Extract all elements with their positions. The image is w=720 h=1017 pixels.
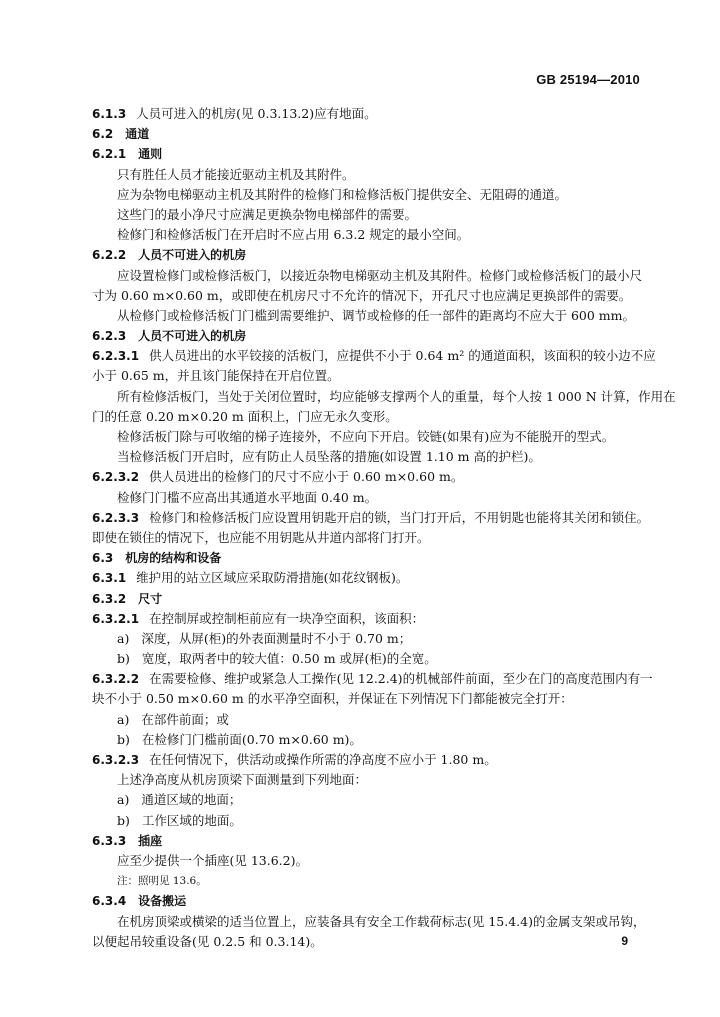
paragraph-line: 当检修活板门开启时，应有防止人员坠落的措施(如设置 1.10 m 高的护栏)。 bbox=[117, 449, 541, 465]
section-heading: 6.2.1 通则 bbox=[92, 147, 163, 162]
paragraph-line bbox=[92, 730, 632, 750]
paragraph-line bbox=[92, 568, 632, 588]
clause-text: 在部件前面；或 bbox=[141, 711, 229, 727]
paragraph-line bbox=[92, 508, 650, 528]
paragraph-line: 应设置检修门或检修活板门，以接近杂物电梯驱动主机及其附件。检修门或检修活板门的最小尺 bbox=[117, 267, 643, 283]
paragraph-line: 检修门和检修活板门在开启时不应占用 6.3.2 规定的最小空间。 bbox=[117, 227, 470, 243]
clause-text: 供人员进出的水平铰接的活板门，应提供不小于 0.64 m² 的通道面积，该面积的较小边不应 bbox=[149, 348, 656, 364]
paragraph-line bbox=[92, 790, 632, 810]
clause-number: 6.3.2.3 bbox=[92, 753, 140, 767]
clause-number: 6.3.2.2 bbox=[92, 672, 140, 687]
paragraph-line: 以便起吊较重设备(见 0.2.5 和 0.3.14)。 bbox=[92, 933, 323, 949]
paragraph-line bbox=[92, 629, 632, 649]
clause-text: 维护用的站立区域应采取防滑措施(如花纹钢板)。 bbox=[136, 570, 409, 586]
paragraph-line: 从检修门或检修活板门门槛到需要维护、调节或检修的任一部件的距离均不应大于 600 mm。 bbox=[117, 307, 636, 323]
list-marker: b) bbox=[117, 812, 130, 828]
clause-text: 在检修门门槛前面(0.70 m×0.60 m)。 bbox=[141, 731, 362, 747]
clause-text: 检修门和检修活板门应设置用钥匙开启的锁，当门打开后，不用钥匙也能将其关闭和锁住。 bbox=[149, 509, 650, 525]
paragraph-line bbox=[92, 811, 632, 831]
paragraph-line: 所有检修活板门，当处于关闭位置时，均应能够支撑两个人的重量，每个人按 1 000 N 计算，作用在 bbox=[117, 388, 676, 404]
paragraph-line: 应至少提供一个插座(见 13.6.2)。 bbox=[117, 852, 308, 868]
paragraph-line bbox=[92, 609, 632, 629]
paragraph-line: 即使在锁住的情况下，也应能不用钥匙从井道内部将门打开。 bbox=[92, 529, 430, 545]
paragraph-line bbox=[92, 346, 656, 366]
paragraph-line bbox=[92, 669, 653, 689]
document-body bbox=[92, 104, 676, 952]
paragraph-line bbox=[92, 750, 632, 770]
clause-text: 通道区域的地面； bbox=[141, 792, 242, 808]
note-line: 注：照明见 13.6。 bbox=[117, 875, 207, 888]
section-heading: 6.3.2 尺寸 bbox=[92, 591, 163, 606]
paragraph-line: 应为杂物电梯驱动主机及其附件的检修门和检修活板门提供安全、无阻碍的通道。 bbox=[117, 186, 568, 202]
paragraph-line: 小于 0.65 m，并且该门能保持在开启位置。 bbox=[92, 368, 340, 384]
page-number: 9 bbox=[621, 934, 628, 948]
clause-text: 工作区域的地面。 bbox=[141, 812, 242, 828]
paragraph-line: 在机房顶梁或横梁的适当位置上，应装备具有安全工作载荷标志(见 15.4.4)的金属支架或吊钩， bbox=[117, 913, 646, 929]
list-marker: a) bbox=[117, 630, 130, 646]
clause-text: 宽度，取两者中的较大值：0.50 m 或屏(柜)的全宽。 bbox=[141, 651, 437, 667]
clause-text: 人员可进入的机房(见 0.3.13.2)应有地面。 bbox=[136, 106, 377, 121]
paragraph-line bbox=[92, 649, 632, 669]
clause-text: 在需要检修、维护或紧急人工操作(见 12.2.4)的机械部件前面，至少在门的高度范围内有一 bbox=[149, 671, 653, 687]
paragraph-line bbox=[92, 467, 632, 487]
paragraph-line: 块不小于 0.50 m×0.60 m 的水平净空面积，并保证在下列情况下门都能被完全打开： bbox=[92, 691, 573, 707]
clause-text: 在控制屏或控制柜前应有一块净空面积，该面积： bbox=[149, 610, 425, 626]
section-heading: 6.2 通道 bbox=[92, 127, 150, 142]
clause-text: 深度，从屏(柜)的外表面测量时不小于 0.70 m； bbox=[141, 630, 412, 646]
clause-number: 6.2.3.3 bbox=[92, 510, 140, 525]
list-marker: a) bbox=[117, 792, 130, 808]
clause-text: 供人员进出的检修门的尺寸不应小于 0.60 m×0.60 m。 bbox=[149, 469, 464, 485]
clause-number: 6.2.3.1 bbox=[92, 349, 140, 364]
paragraph-line bbox=[92, 710, 632, 730]
clause-number: 6.3.2.1 bbox=[92, 611, 140, 626]
section-heading: 6.2.3 人员不可进入的机房 bbox=[92, 329, 247, 344]
clause-text: 在任何情况下，供活动或操作所需的净高度不应小于 1.80 m。 bbox=[149, 752, 497, 767]
section-heading: 6.2.2 人员不可进入的机房 bbox=[92, 248, 247, 263]
paragraph-line: 只有胜任人员才能接近驱动主机及其附件。 bbox=[117, 166, 355, 182]
paragraph-line bbox=[92, 104, 632, 124]
clause-number: 6.2.3.2 bbox=[92, 470, 140, 485]
list-marker: b) bbox=[117, 651, 130, 667]
paragraph-line: 检修活板门除与可收缩的梯子连接外，不应向下开启。铰链(如果有)应为不能脱开的型式。 bbox=[117, 429, 615, 444]
standard-code-header: GB 25194—2010 bbox=[536, 72, 640, 87]
paragraph-line: 检修门门槛不应高出其通道水平地面 0.40 m。 bbox=[117, 489, 378, 505]
list-marker: a) bbox=[117, 711, 130, 727]
paragraph-line: 这些门的最小净尺寸应满足更换杂物电梯部件的需要。 bbox=[117, 206, 418, 222]
section-heading: 6.3.4 设备搬运 bbox=[92, 894, 187, 909]
list-marker: b) bbox=[117, 731, 130, 747]
paragraph-line: 门的任意 0.20 m×0.20 m 面积上，门应无永久变形。 bbox=[92, 408, 398, 424]
paragraph-line: 上述净高度从机房顶梁下面测量到下列地面： bbox=[117, 772, 368, 788]
clause-number: 6.1.3 bbox=[92, 107, 127, 121]
clause-number: 6.3.1 bbox=[92, 571, 127, 586]
paragraph-line: 寸为 0.60 m×0.60 m，或即使在机房尺寸不允许的情况下，开孔尺寸也应满足更换部件的需要。 bbox=[92, 287, 632, 303]
section-heading: 6.3.3 插座 bbox=[92, 833, 163, 848]
section-heading: 6.3 机房的结构和设备 bbox=[92, 551, 222, 566]
